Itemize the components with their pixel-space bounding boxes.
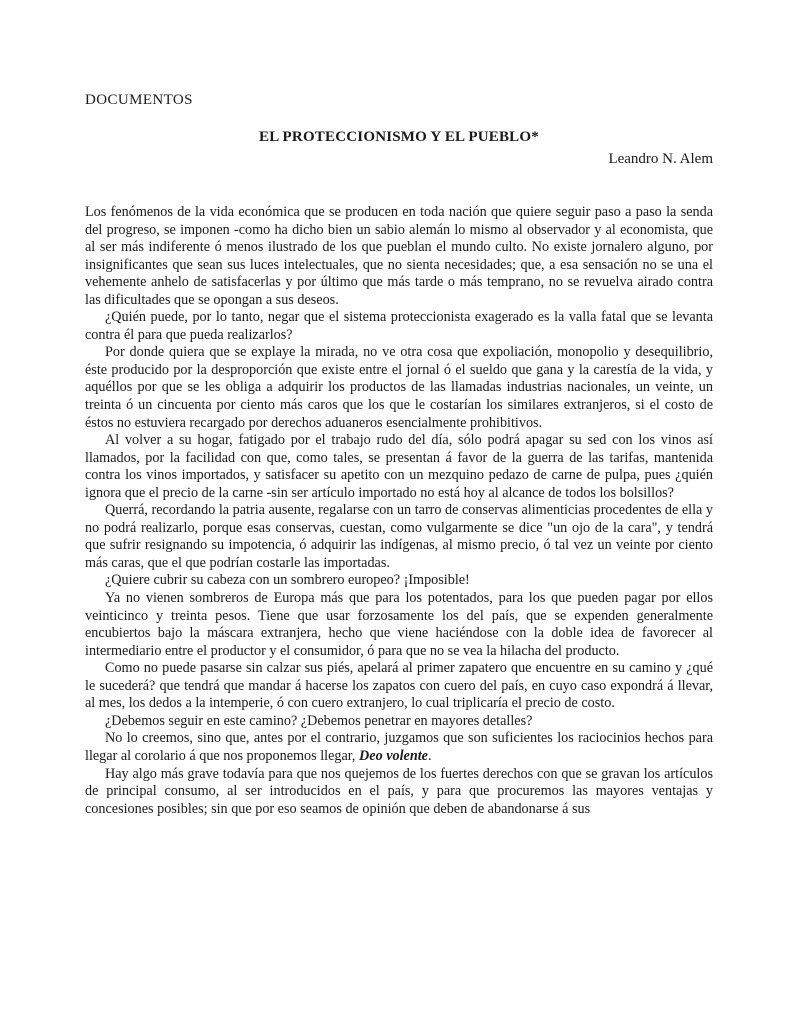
paragraph-9: ¿Debemos seguir en este camino? ¿Debemos penetrar en mayores detalles? [105,712,533,729]
paragraph-6: ¿Quiere cubrir su cabeza con un sombrero europeo? ¡Imposible! [105,572,470,589]
author-name: Leandro N. Alem [608,151,713,167]
paragraph-10-text: No lo creemos, sino que, antes por el contrario, juzgamos que son suficientes los raciocinios hechos para llegar al corolario á que nos proponemos llegar, [85,730,713,764]
document-body [85,204,713,818]
paragraph-4: Al volver a su hogar, fatigado por el trabajo rudo del día, sólo podrá apagar su sed con los vinos así llamados, por la facilidad con que, como tales, se presentan á favor de la guerra de las tarifas, mantenida contra los vinos importados, y satisfacer su apetito con un mezquino pedazo de carne de pulpa, pues ¿quién ignora que el precio de la carne -sin ser artículo importado no está hoy al alcance de todos los bolsillos? [85,432,713,501]
paragraph-10 [85,730,713,765]
paragraph-10-period: . [427,747,432,764]
document-text-block [85,0,713,818]
document-title: EL PROTECCIONISMO Y EL PUEBLO* [259,129,539,145]
paragraph-8: Como no puede pasarse sin calzar sus piés, apelará al primer zapatero que encuentre en su camino y ¿qué le sucederá? que tendrá que mandar á hacerse los zapatos con cuero del país, en cuyo caso expondrá á llevar, al mes, los dedos a la intemperie, ó con cuero extranjero, lo cual triplicaría el precio de costo. [85,660,713,712]
paragraph-5: Querrá, recordando la patria ausente, regalarse con un tarro de conservas alimenticias procedentes de ella y no podrá realizarlo, porque esas conservas, cuestan, como vulgarmente se dice "un ojo de la cara", y tendrá que sufrir resignando su impotencia, ó adquirir las indígenas, al mismo precio, ó tal vez un veinte por ciento más caras, que el que podrían costarle las importadas. [85,502,713,571]
paragraph-2: ¿Quién puede, por lo tanto, negar que el sistema proteccionista exagerado es la valla fatal que se levanta contra él para que pueda realizarlos? [85,309,713,343]
paragraph-7: Ya no vienen sombreros de Europa más que para los potentados, para los que pueden pagar por ellos veinticinco y treinta pesos. Tiene que usar forzosamente los del país, que se expenden generalmente encubiertos bajo la máscara extranjera, hecho que viene haciéndose con la doble idea de favorecer al intermediario entre el productor y el consumidor, ó para que no se vea la hilacha del producto. [85,590,713,659]
latin-phrase: Deo volente [359,747,428,764]
paragraph-11: Hay algo más grave todavía para que nos quejemos de los fuertes derechos con que se gravan los artículos de principal consumo, al ser introducidos en el país, y para que procuremos las mayores ventajas y concesiones posibles; sin que por eso seamos de opinión que deben de abandonarse á sus [85,765,713,817]
section-header: DOCUMENTOS [85,92,193,108]
paragraph-3: Por donde quiera que se explaye la mirada, no ve otra cosa que expoliación, monopolio y desequilibrio, éste producido por la desproporción que existe entre el jornal ó el sueldo que gana y la carestía de la vida, y aquéllos por que se les obliga a adquirir los productos de las llamadas industrias nacionales, un veinte, un treinta ó un cincuenta por ciento más caros que los que le costarían los similares extranjeros, si el costo de éstos no estuviera recargado por derechos aduaneros esencialmente prohibitivos. [85,344,713,431]
paragraph-1: Los fenómenos de la vida económica que se producen en toda nación que quiere seguir paso a paso la senda del progreso, se imponen -como ha dicho bien un sabio alemán lo mismo al observador y al economista, que al ser más indiferente ó menos ilustrado de los que pueblan el mundo culto. No existe jornalero alguno, por insignificantes que sean sus luces intelectuales, que no sienta necesidades; que, a esa sensación no se una el vehemente anhelo de satisfacerlas y por último que más tarde o más temprano, no se revuelva airado contra las dificultades que se opongan a sus deseos. [85,204,713,308]
